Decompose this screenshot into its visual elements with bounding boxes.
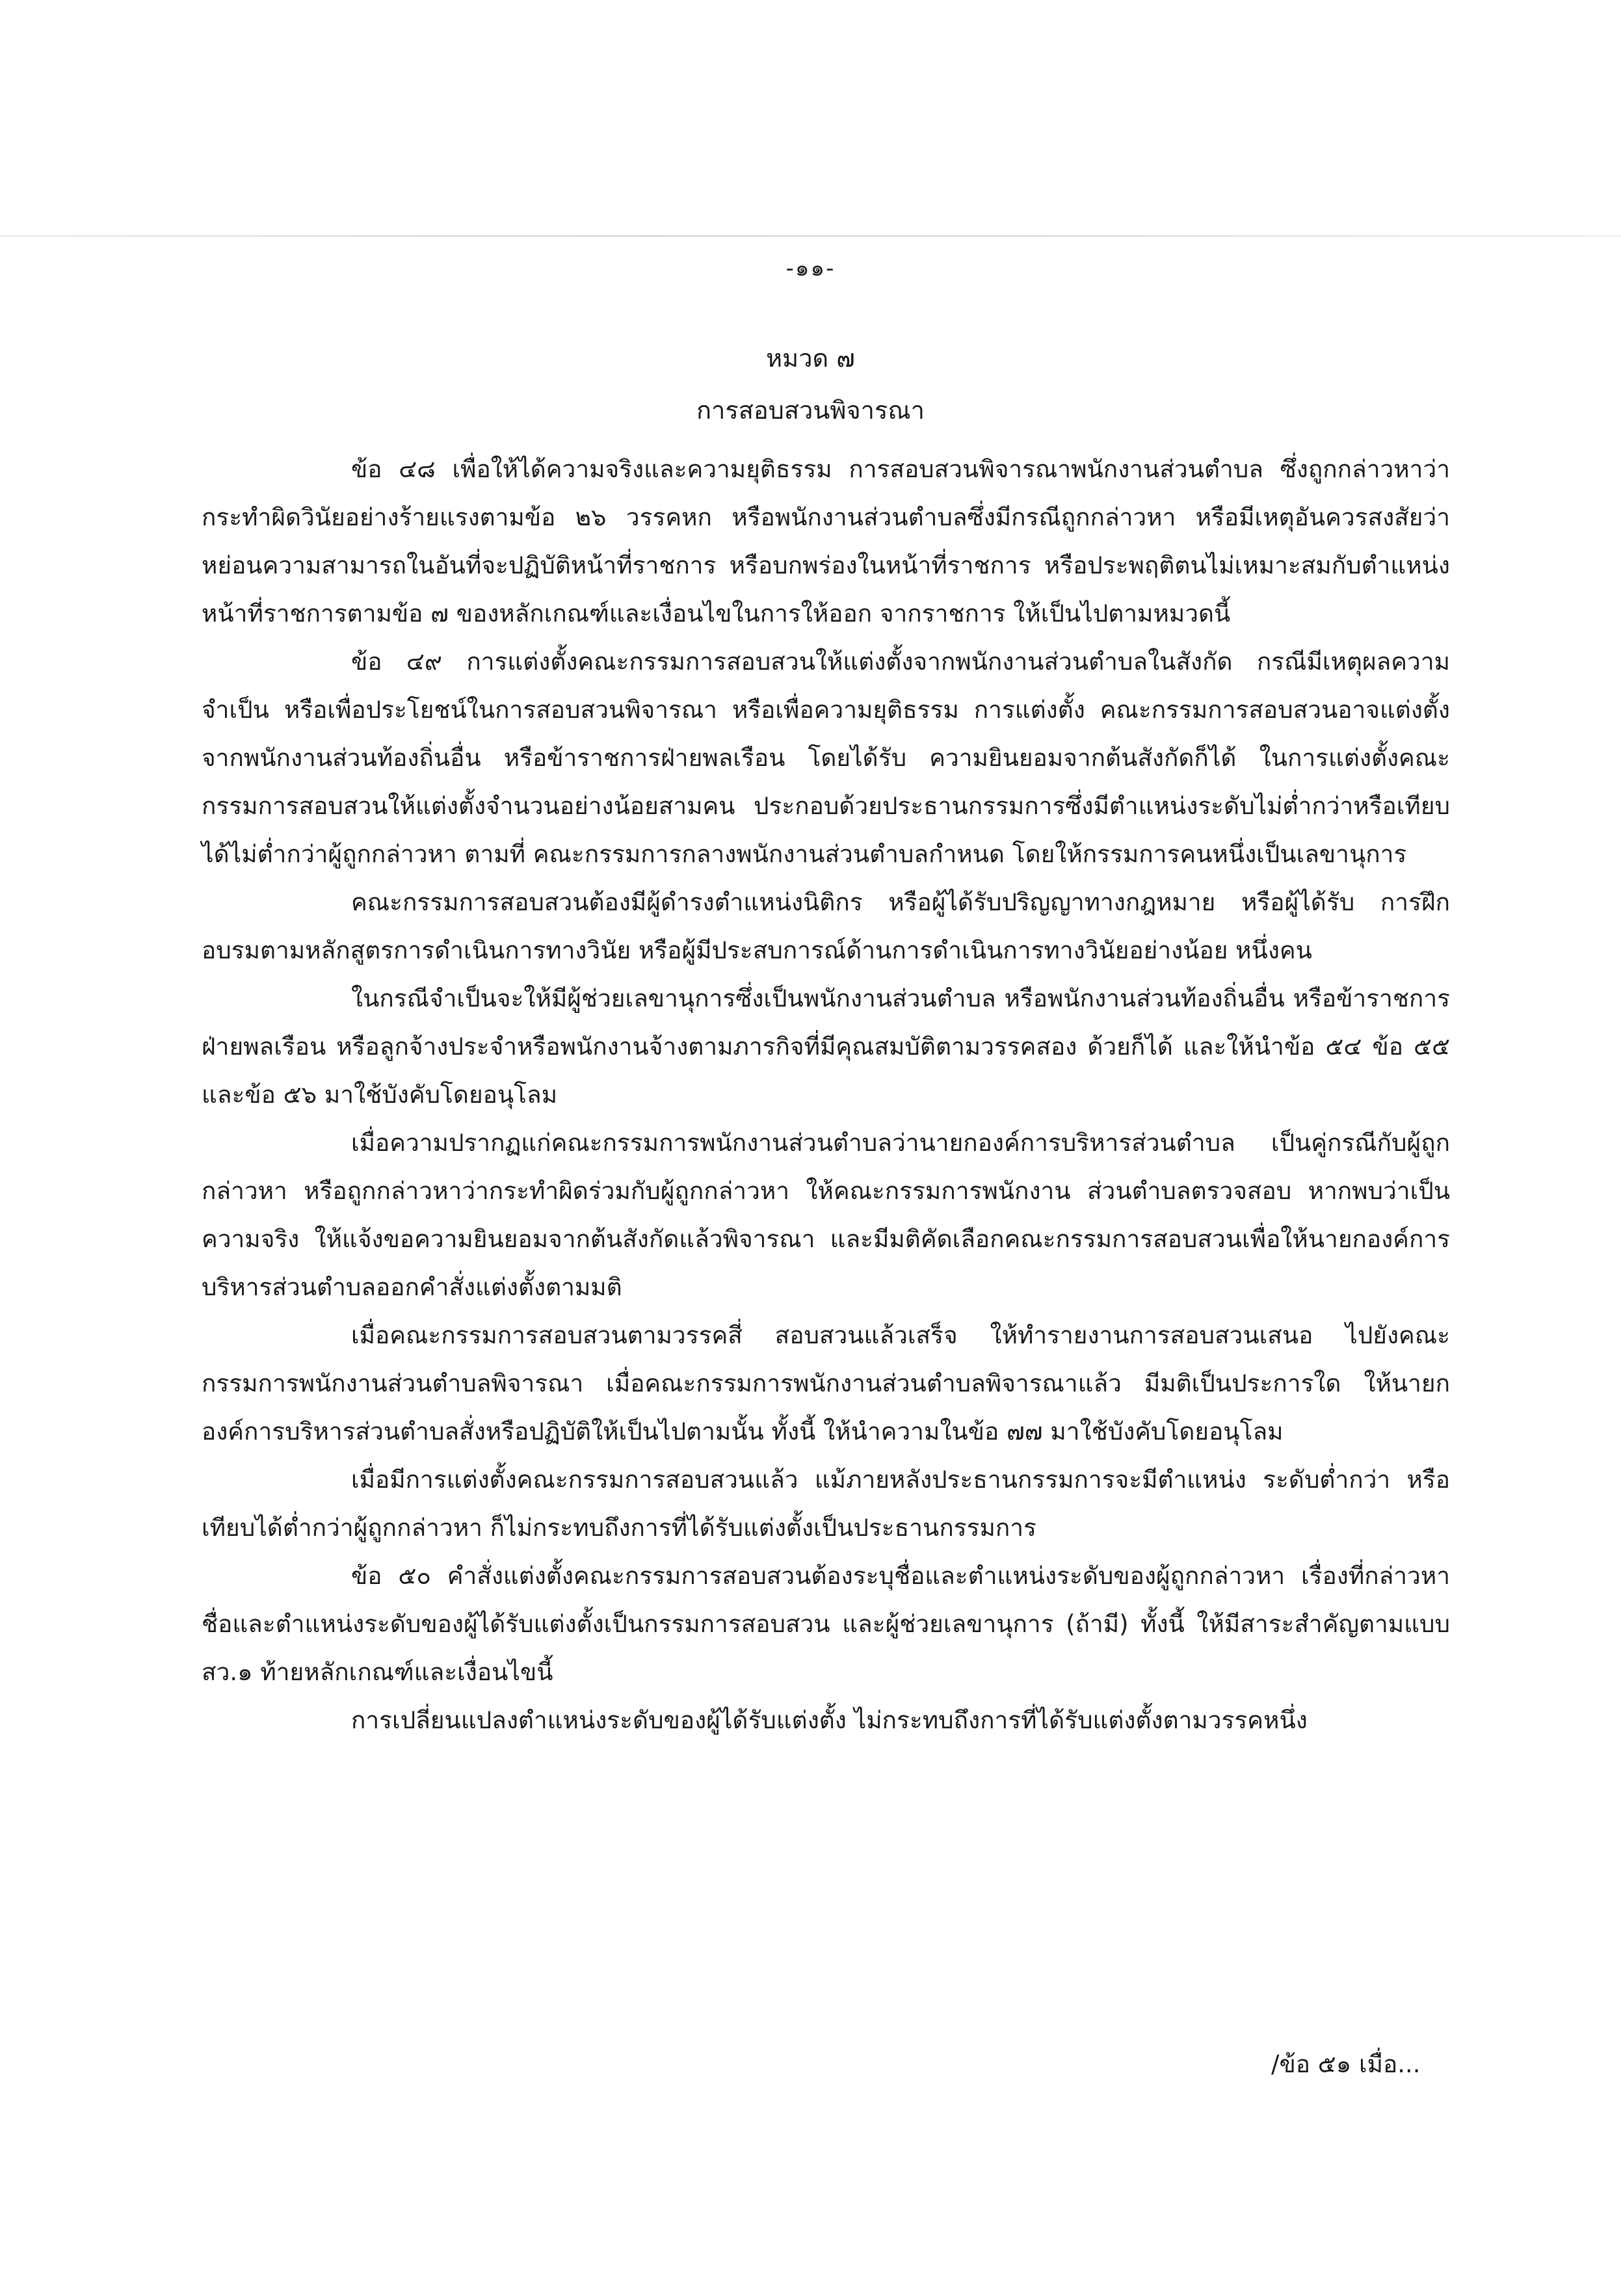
paragraph-article-49: ข้อ ๔๙ การแต่งตั้งคณะกรรมการสอบสวนให้แต่งตั้งจากพนักงานส่วนตำบลในสังกัด กรณีมีเหตุผลความจำเป็น หรือเพื่อประโยชน์ในการสอบสวนพิจารณา หรือเพื่อความยุติธรรม การแต่งตั้ง คณะกรรมการสอบสวนอาจแต่งตั้งจากพนักงานส่วนท้องถิ่นอื่น หรือข้าราชการฝ่ายพลเรือน โดยได้รับ ความยินยอมจากต้นสังกัดก็ได้ ในการแต่งตั้งคณะกรรมการสอบสวนให้แต่งตั้งจำนวนอย่างน้อยสามคน ประกอบด้วยประธานกรรมการซึ่งมีตำแหน่งระดับไม่ต่ำกว่าหรือเทียบได้ไม่ต่ำกว่าผู้ถูกกล่าวหา ตามที่ คณะกรรมการกลางพนักงานส่วนตำบลกำหนด โดยให้กรรมการคนหนึ่งเป็นเลขานุการ <box>202 648 1450 868</box>
chapter-subtitle: การสอบสวนพิจารณา <box>696 396 925 425</box>
paragraph-article-49-report: เมื่อคณะกรรมการสอบสวนตามวรรคสี่ สอบสวนแล้วเสร็จ ให้ทำรายงานการสอบสวนเสนอ ไปยังคณะกรรมการพนักงานส่วนตำบลพิจารณา เมื่อคณะกรรมการพนักงานส่วนตำบลพิจารณาแล้ว มีมติเป็นประการใด ให้นายกองค์การบริหารส่วนตำบลสั่งหรือปฏิบัติให้เป็นไปตามนั้น ทั้งนี้ ให้นำความในข้อ ๗๗ มาใช้บังคับโดยอนุโลม <box>202 1321 1450 1445</box>
paragraph-article-49-assistant-secretary: ในกรณีจำเป็นจะให้มีผู้ช่วยเลขานุการซึ่งเป็นพนักงานส่วนตำบล หรือพนักงานส่วนท้องถิ่นอื่น หรือข้าราชการฝ่ายพลเรือน หรือลูกจ้างประจำหรือพนักงานจ้างตามภารกิจที่มีคุณสมบัติตามวรรคสอง ด้วยก็ได้ และให้นำข้อ ๕๔ ข้อ ๕๕ และข้อ ๕๖ มาใช้บังคับโดยอนุโลม <box>202 984 1450 1109</box>
document-body <box>202 445 1450 1745</box>
paragraph-article-50-rank-change: การเปลี่ยนแปลงตำแหน่งระดับของผู้ได้รับแต่งตั้ง ไม่กระทบถึงการที่ได้รับแต่งตั้งตามวรรคหนึ่ง <box>351 1706 1308 1734</box>
scan-edge-line <box>0 235 1621 237</box>
continuation-marker: /ข้อ ๕๑ เมื่อ... <box>1271 2050 1421 2078</box>
page-number: -๑๑- <box>785 256 836 282</box>
paragraph-article-49-conflict-of-interest: เมื่อความปรากฏแก่คณะกรรมการพนักงานส่วนตำบลว่านายกองค์การบริหารส่วนตำบล เป็นคู่กรณีกับผู้ถูกกล่าวหา หรือถูกกล่าวหาว่ากระทำผิดร่วมกับผู้ถูกกล่าวหา ให้คณะกรรมการพนักงาน ส่วนตำบลตรวจสอบ หากพบว่าเป็นความจริง ให้แจ้งขอความยินยอมจากต้นสังกัดแล้วพิจารณา และมีมติคัดเลือกคณะกรรมการสอบสวนเพื่อให้นายกองค์การบริหารส่วนตำบลออกคำสั่งแต่งตั้งตามมติ <box>202 1129 1450 1301</box>
paragraph-article-49-chair-rank: เมื่อมีการแต่งตั้งคณะกรรมการสอบสวนแล้ว แม้ภายหลังประธานกรรมการจะมีตำแหน่ง ระดับต่ำกว่า หรือเทียบได้ต่ำกว่าผู้ถูกกล่าวหา ก็ไม่กระทบถึงการที่ได้รับแต่งตั้งเป็นประธานกรรมการ <box>202 1466 1450 1542</box>
paragraph-article-48: ข้อ ๔๘ เพื่อให้ได้ความจริงและความยุติธรรม การสอบสวนพิจารณาพนักงานส่วนตำบล ซึ่งถูกกล่าวหาว่ากระทำผิดวินัยอย่างร้ายแรงตามข้อ ๒๖ วรรคหก หรือพนักงานส่วนตำบลซึ่งมีกรณีถูกกล่าวหา หรือมีเหตุอันควรสงสัยว่าหย่อนความสามารถในอันที่จะปฏิบัติหน้าที่ราชการ หรือบกพร่องในหน้าที่ราชการ หรือประพฤติตนไม่เหมาะสมกับตำแหน่งหน้าที่ราชการตามข้อ ๗ ของหลักเกณฑ์และเงื่อนไขในการให้ออก จากราชการ ให้เป็นไปตามหมวดนี้ <box>202 455 1450 627</box>
paragraph-article-49-committee-qualification: คณะกรรมการสอบสวนต้องมีผู้ดำรงตำแหน่งนิติกร หรือผู้ได้รับปริญญาทางกฎหมาย หรือผู้ได้รับ การฝึกอบรมตามหลักสูตรการดำเนินการทางวินัย หรือผู้มีประสบการณ์ด้านการดำเนินการทางวินัยอย่างน้อย หนึ่งคน <box>202 888 1450 964</box>
paragraph-article-50: ข้อ ๕๐ คำสั่งแต่งตั้งคณะกรรมการสอบสวนต้องระบุชื่อและตำแหน่งระดับของผู้ถูกกล่าวหา เรื่องที่กล่าวหา ชื่อและตำแหน่งระดับของผู้ได้รับแต่งตั้งเป็นกรรมการสอบสวน และผู้ช่วยเลขานุการ (ถ้ามี) ทั้งนี้ ให้มีสาระสำคัญตามแบบ สว.๑ ท้ายหลักเกณฑ์และเงื่อนไขนี้ <box>202 1562 1450 1686</box>
chapter-title: หมวด ๗ <box>766 344 855 373</box>
